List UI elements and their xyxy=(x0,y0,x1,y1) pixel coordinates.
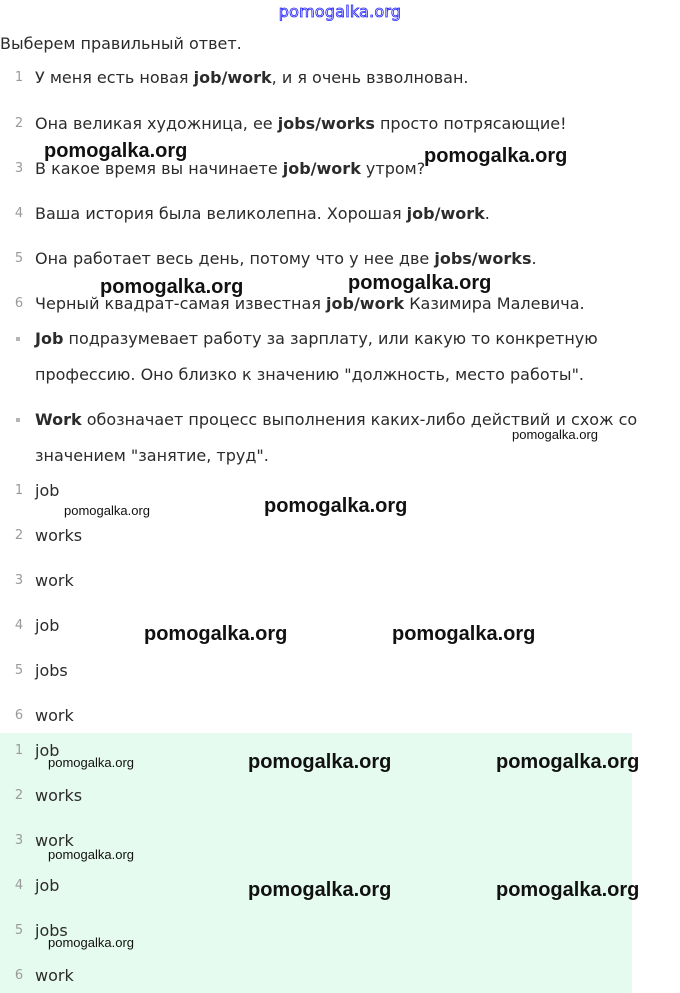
answer-number: 3 xyxy=(14,573,24,588)
answer-number: 1 xyxy=(14,483,24,498)
question-number: 4 xyxy=(14,206,24,221)
watermark: pomogalka.org xyxy=(512,427,598,442)
answer-text: works xyxy=(35,786,83,805)
watermark: pomogalka.org xyxy=(348,272,492,294)
question-text: У меня есть новая job/work, и я очень взволнован. xyxy=(35,68,469,87)
answer-text: job xyxy=(35,876,60,895)
answer-number: 6 xyxy=(14,968,24,983)
watermark: pomogalka.org xyxy=(48,755,134,770)
question-row xyxy=(0,112,660,136)
question-text: Ваша история была великолепна. Хорошая job/work. xyxy=(35,204,490,223)
answer-number: 2 xyxy=(14,528,24,543)
question-number: 3 xyxy=(14,161,24,176)
answer-row xyxy=(0,569,660,593)
watermark: pomogalka.org xyxy=(48,847,134,862)
watermark: pomogalka.org xyxy=(496,879,640,901)
answer-number: 1 xyxy=(14,743,24,758)
bullet-icon xyxy=(16,418,20,422)
watermark: pomogalka.org xyxy=(48,935,134,950)
answer-number: 4 xyxy=(14,618,24,633)
answer-text: work xyxy=(35,571,74,590)
watermark: pomogalka.org xyxy=(44,140,188,162)
answer-number: 3 xyxy=(14,833,24,848)
watermark: pomogalka.org xyxy=(392,623,536,645)
note-text: профессию. Оно близко к значению "должность, место работы". xyxy=(35,365,585,384)
note-item xyxy=(0,327,660,387)
note-text: подразумевает работу за зарплату, или какую то конкретную xyxy=(63,329,598,348)
note-term: Job xyxy=(35,329,64,348)
question-row xyxy=(0,247,660,271)
question-text: Она великая художница, ее jobs/works просто потрясающие! xyxy=(35,114,567,133)
question-row xyxy=(0,292,660,316)
note-term: Work xyxy=(35,410,82,429)
site-header-watermark: pomogalka.org xyxy=(278,2,402,21)
highlighted-answer-row xyxy=(0,784,660,808)
question-text: Черный квадрат-самая известная job/work Казимира Малевича. xyxy=(35,294,585,313)
watermark: pomogalka.org xyxy=(248,751,392,773)
answer-number: 6 xyxy=(14,708,24,723)
question-text: Она работает весь день, потому что у нее две jobs/works. xyxy=(35,249,537,268)
answer-text: jobs xyxy=(35,661,68,680)
watermark: pomogalka.org xyxy=(264,495,408,517)
watermark: pomogalka.org xyxy=(248,879,392,901)
answer-text: job xyxy=(35,616,60,635)
answer-number: 5 xyxy=(14,923,24,938)
answer-row xyxy=(0,659,660,683)
question-row xyxy=(0,66,660,90)
answer-text: work xyxy=(35,966,74,985)
question-row xyxy=(0,202,660,226)
answer-row xyxy=(0,614,660,638)
watermark: pomogalka.org xyxy=(144,623,288,645)
watermark: pomogalka.org xyxy=(100,276,244,298)
question-number: 5 xyxy=(14,251,24,266)
question-number: 2 xyxy=(14,116,24,131)
answer-text: jobs xyxy=(35,921,68,940)
answer-text: work xyxy=(35,831,74,850)
answer-text: works xyxy=(35,526,83,545)
answer-text: job xyxy=(35,741,60,760)
answer-number: 5 xyxy=(14,663,24,678)
intro-text: Выберем правильный ответ. xyxy=(0,34,242,53)
highlighted-answer-row xyxy=(0,964,660,988)
answer-number: 2 xyxy=(14,788,24,803)
bullet-icon xyxy=(16,337,20,341)
note-text: обозначает процесс выполнения каких-либо действий и схож со xyxy=(81,410,638,429)
watermark: pomogalka.org xyxy=(424,145,568,167)
question-number: 1 xyxy=(14,70,24,85)
note-text: значением "занятие, труд". xyxy=(35,446,269,465)
watermark: pomogalka.org xyxy=(64,503,150,518)
question-text: В какое время вы начинаете job/work утром? xyxy=(35,159,426,178)
question-number: 6 xyxy=(14,296,24,311)
answer-text: work xyxy=(35,706,74,725)
answer-row xyxy=(0,704,660,728)
answer-row xyxy=(0,524,660,548)
watermark: pomogalka.org xyxy=(496,751,640,773)
answer-text: job xyxy=(35,481,60,500)
answer-number: 4 xyxy=(14,878,24,893)
